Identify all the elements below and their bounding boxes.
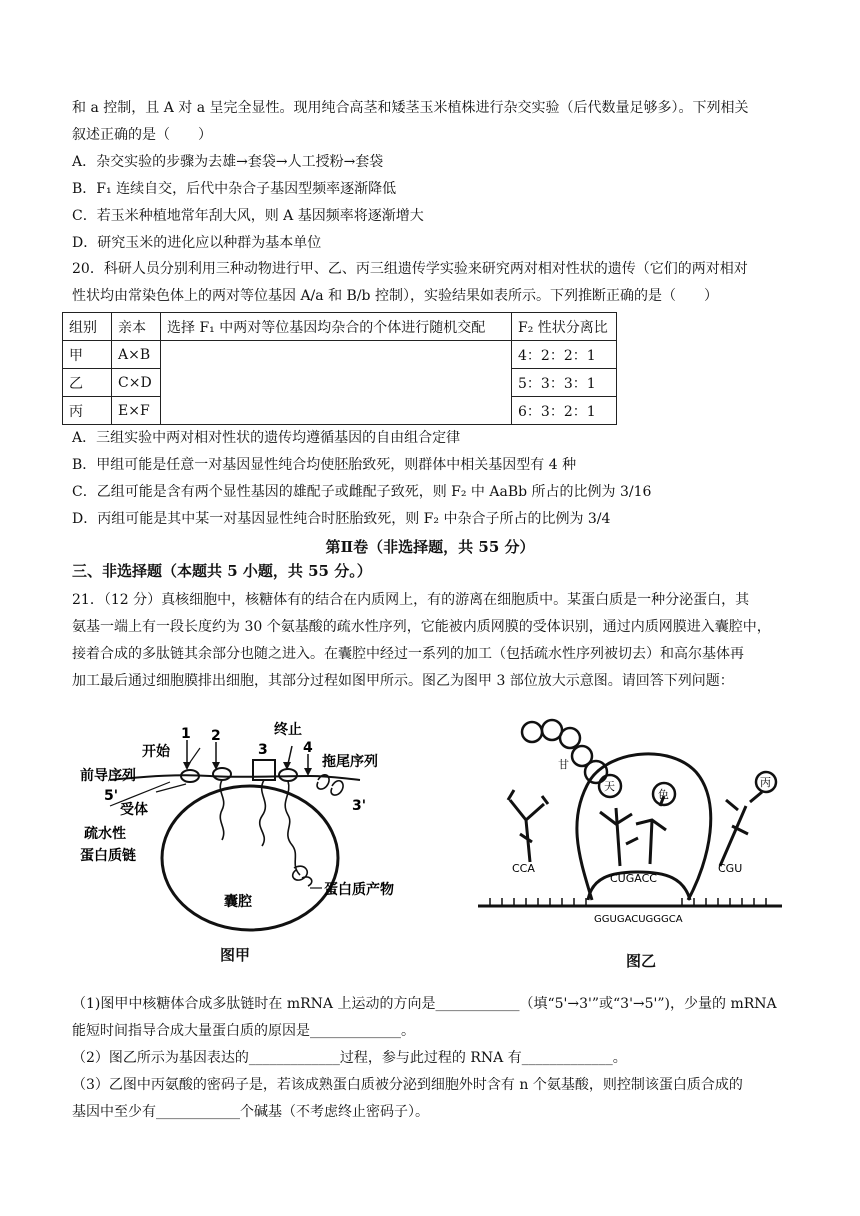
label-start: 开始	[142, 744, 170, 760]
q19-option-d: D．研究玉米的进化应以种群为基本单位	[72, 235, 322, 251]
ribosome	[279, 769, 297, 781]
q21-line4: 加工最后通过细胞膜排出细胞，其部分过程如图甲所示。图乙为图甲 3 部位放大示意图。请回答下列问题：	[72, 673, 734, 689]
figure-a-caption: 图甲	[220, 946, 251, 964]
q21-sub3-line2: 基因中至少有____________个碱基（不考虑终止密码子）。	[72, 1104, 429, 1120]
figure-b-diagram	[470, 710, 800, 940]
label-stop: 终止	[274, 722, 302, 738]
q20-line2: 性状均由常染色体上的两对等位基因 A/a 和 B/b 控制），实验结果如表所示。下列推断正确的是（ ）	[72, 288, 718, 304]
polypeptide-chain	[260, 780, 266, 846]
ribosome	[213, 768, 231, 780]
q21-sub1-line1: （1)图甲中核糖体合成多肽链时在 mRNA 上运动的方向是____________（填“5'→3'”或“3'→5'”)，少量的 mRNA	[72, 996, 777, 1012]
q21-sub1-line2: 能短时间指导合成大量蛋白质的原因是_____________。	[72, 1023, 415, 1039]
table-cell-ratio: 5：3：3：1	[512, 369, 617, 397]
q20-option-a: A．三组实验中两对相对性状的遗传均遵循基因的自由组合定律	[72, 430, 461, 446]
label-receptor: 受体	[120, 802, 148, 818]
q19-option-a: A．杂交实验的步骤为去雄→套袋→人工授粉→套袋	[72, 154, 384, 170]
figure-a-diagram	[70, 718, 450, 938]
table-cell-merged	[161, 341, 512, 425]
table-header-row	[63, 313, 617, 341]
label-hydrophobic-2: 蛋白质链	[80, 848, 136, 864]
table-cell-ratio: 4：2：2：1	[512, 341, 617, 369]
label-tian: 天	[604, 780, 615, 793]
q20-option-d: D．丙组可能是其中某一对基因显性纯合时胚胎致死，则 F₂ 中杂合子所占的比例为 3/4	[72, 511, 611, 527]
label-2: 2	[211, 728, 221, 744]
label-leader-sequence: 前导序列	[80, 768, 136, 784]
table-cell-group: 乙	[63, 369, 112, 397]
q21-line3: 接着合成的多肽链其余部分也随之进入。在囊腔中经过一系列的加工（包括疏水性序列被切去）和高尔基体再	[72, 646, 744, 662]
table-cell-group: 甲	[63, 341, 112, 369]
q19-option-c: C．若玉米种植地常年刮大风，则 A 基因频率将逐渐增大	[72, 208, 424, 224]
label-cugacc: CUGACC	[610, 872, 657, 885]
q20-line1: 20．科研人员分别利用三种动物进行甲、乙、丙三组遗传学实验来研究两对相对性状的遗传（它们的两对相对	[72, 261, 748, 277]
label-3: 3	[258, 742, 268, 758]
label-protein-product: 蛋白质产物	[324, 882, 394, 898]
label-gan: 甘	[558, 758, 569, 771]
label-cca: CCA	[512, 862, 535, 875]
label-lumen: 囊腔	[224, 894, 252, 910]
q21-line1: 21．（12 分）真核细胞中，核糖体有的结合在内质网上，有的游离在细胞质中。某蛋白质是一种分泌蛋白，其	[72, 592, 750, 608]
table-cell-parents: C×D	[112, 369, 161, 397]
section-heading: 三、非选择题（本题共 5 小题，共 55 分。）	[72, 562, 372, 580]
q21-line2: 氨基一端上有一段长度约为 30 个氨基酸的疏水性序列，它能被内质网膜的受体识别，通过内质网膜进入囊腔中，	[72, 619, 771, 635]
q19-line1: 和 a 控制，且 A 对 a 呈完全显性。现用纯合高茎和矮茎玉米植株进行杂交实验（后代数量足够多）。下列相关	[72, 100, 749, 116]
q21-sub3-line1: （3）乙图中丙氨酸的密码子是，若该成熟蛋白质被分泌到细胞外时含有 n 个氨基酸，则控制该蛋白质合成的	[72, 1077, 743, 1093]
table-cell-group: 丙	[63, 397, 112, 425]
genetics-table	[62, 312, 617, 425]
q20-option-c: C．乙组可能是含有两个显性基因的雄配子或雌配子致死，则 F₂ 中 AaBb 所占的比例为 3/16	[72, 484, 652, 500]
label-4: 4	[303, 740, 313, 756]
label-bing: 丙	[760, 776, 771, 789]
label-five-prime: 5'	[104, 788, 119, 804]
q21-sub2: （2）图乙所示为基因表达的_____________过程，参与此过程的 RNA 有_____________。	[72, 1050, 627, 1066]
label-three-prime: 3'	[352, 798, 367, 814]
q19-line2: 叙述正确的是（ ）	[72, 127, 212, 143]
table-header-ratio: F₂ 性状分离比	[512, 313, 617, 341]
q19-option-b: B．F₁ 连续自交，后代中杂合子基因型频率逐渐降低	[72, 181, 397, 197]
q20-option-b: B．甲组可能是任意一对基因显性纯合均使胚胎致死，则群体中相关基因型有 4 种	[72, 457, 577, 473]
table-cell-ratio: 6：3：2：1	[512, 397, 617, 425]
label-hydrophobic-1: 疏水性	[84, 826, 126, 842]
label-1: 1	[181, 726, 191, 742]
figure-b-caption: 图乙	[626, 952, 657, 970]
label-mrna-sequence: GGUGACUGGGCA	[594, 914, 683, 925]
table-row	[63, 341, 617, 369]
table-header-parents: 亲本	[112, 313, 161, 341]
table-header-method: 选择 F₁ 中两对等位基因均杂合的个体进行随机交配	[161, 313, 512, 341]
trna-shapes	[508, 790, 762, 866]
label-se: 色	[658, 788, 669, 801]
table-cell-parents: A×B	[112, 341, 161, 369]
table-header-group: 组别	[63, 313, 112, 341]
label-cgu: CGU	[718, 862, 743, 875]
label-tail-sequence: 拖尾序列	[322, 754, 378, 770]
section-title: 第Ⅱ卷（非选择题，共 55 分）	[325, 538, 535, 556]
table-cell-parents: E×F	[112, 397, 161, 425]
